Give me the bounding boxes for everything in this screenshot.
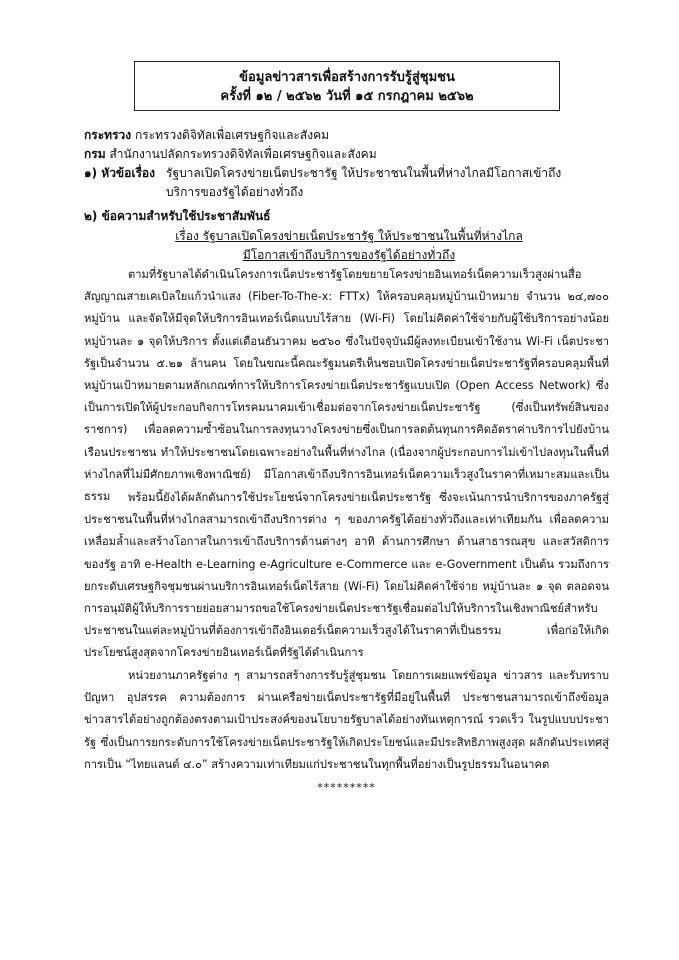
ministry-value: กระทรวงดิจิทัลเพื่อเศรษฐกิจและสังคม [134,128,329,142]
department-label: กรม [84,147,106,161]
story-title-line2: มีโอกาสเข้าถึงบริการของรัฐได้อย่างทั่วถึง [242,248,456,262]
topic-text: รัฐบาลเปิดโครงข่ายเน็ตประชารัฐ ให้ประชาชนในพื้นที่ห่างไกลมีโอกาสเข้าถึงบริการของรัฐได้อย่างทั่วถึง [166,166,562,199]
end-mark: ********* [317,781,376,794]
body-paragraph-3: หน่วยงานภาครัฐต่าง ๆ สามารถสร้างการรับรู้สู่ชุมชน โดยการเผยแพร่ข้อมูล ข่าวสาร และรับทราบปัญหา อุปสรรค ความต้องการ ผ่านเครือข่ายเน็ตประชารัฐที่มีอยู่ในพื้นที่ ประชาชนสามารถเข้าถึงข้อมูลข่าวสารได้อย่างถูกต้องตรงตามเป้าประสงค์ของนโยบายรัฐบาลได้อย่างทันเหตุการณ์ รวดเร็ว ในรูปแบบประชารัฐ ซึ่งเป็นการยกระดับการใช้โครงข่ายเน็ตประชารัฐให้เกิดประโยชน์และมีประสิทธิภาพสูงสุด ผลักดันประเทศสู่การเป็น “ไทยแลนด์ ๔.๐” สร้างความเท่าเทียมแก่ประชาชนในทุกพื้นที่อย่างเป็นรูปธรรมในอนาคต [84,669,609,771]
ministry-line [84,126,329,144]
body-paragraph-2: พร้อมนี้ยังได้ผลักดันการใช้ประโยชน์จากโครงข่ายเน็ตประชารัฐ ซึ่งจะเน้นการนำบริการของภาครัฐสู่ประชาชนในพื้นที่ห่างไกลสามารถเข้าถึงบริการต่าง ๆ ของภาครัฐได้อย่างทั่วถึงและเท่าเทียมกัน เพื่อลดความเหลื่อมล้ำและสร้างโอกาสในการเข้าถึงบริการด้านต่างๆ อาทิ ด้านการศึกษา ด้านสาธารณสุข และสวัสดิการของรัฐ อาทิ e-Health e-Learning e-Agriculture e-Commerce และ e-Government เป็นต้น รวมถึงการยกระดับเศรษฐกิจชุมชนผ่านบริการอินเทอร์เน็ตไร้สาย (Wi-Fi) โดยไม่คิดค่าใช้จ่าย หมู่บ้านละ ๑ จุด ตลอดจนการอนุมัติผู้ให้บริการรายย่อยสามารถขอใช้โครงข่ายเน็ตประชารัฐเชื่อมต่อไปให้บริการในเชิงพาณิชย์สำหรับประชาชนในแต่ละหมู่บ้านที่ต้องการเข้าถึงอินเตอร์เน็ตความเร็วสูงได้ในราคาที่เป็นธรรม เพื่อก่อให้เกิดประโยชน์สูงสุดจากโครงข่ายอินเทอร์เน็ตที่รัฐได้ดำเนินการ [84,491,609,660]
story-title-line1: เรื่อง รัฐบาลเปิดโครงข่ายเน็ตประชารัฐ ให้ประชาชนในพื้นที่ห่างไกล [175,229,523,243]
header-box [134,61,560,111]
section2-label: ๒) ข้อความสำหรับใช้ประชาสัมพันธ์ [84,209,271,223]
department-value: สำนักงานปลัดกระทรวงดิจิทัลเพื่อเศรษฐกิจและสังคม [109,147,377,161]
body-paragraph-1: ตามที่รัฐบาลได้ดำเนินโครงการเน็ตประชารัฐโดยขยายโครงข่ายอินเทอร์เน็ตความเร็วสูงผ่านสื่อสัญญาณสายเคเบิลใยแก้วนำแสง (Fiber-To-The-x: FTTx) ให้ครอบคลุมหมู่บ้านเป้าหมาย จำนวน ๒๔,๗๐๐ หมู่บ้าน และจัดให้มีจุดให้บริการอินเทอร์เน็ตแบบไร้สาย (Wi-Fi) โดยไม่คิดค่าใช้จ่ายกับผู้ใช้บริการอย่างน้อยหมู่บ้านละ ๑ จุดให้บริการ ตั้งแต่เดือนธันวาคม ๒๕๖๐ ซึ่งในปัจจุบันมีผู้ลงทะเบียนเข้าใช้งาน Wi-Fi เน็ตประชารัฐเป็นจำนวน ๕.๒๑ ล้านคน โดยในขณะนี้คณะรัฐมนตรีเห็นชอบเปิดโครงข่ายเน็ตประชารัฐที่ครอบคลุมพื้นที่หมู่บ้านเป้าหมายตามหลักเกณฑ์การให้บริการโครงข่ายเน็ตประชารัฐแบบเปิด (Open Access Network) ซึ่งเป็นการเปิดให้ผู้ประกอบกิจการโทรคมนาคมเข้าเชื่อมต่อจากโครงข่ายเน็ตประชารัฐ (ซึ่งเป็นทรัพย์สินของราชการ) เพื่อลดความซ้ำซ้อนในการลงทุนวางโครงข่ายซึ่งเป็นการลดต้นทุนการคิดอัตราค่าบริการไปยังบ้านเรือนประชาชน ทำให้ประชาชนโดยเฉพาะอย่างในพื้นที่ห่างไกล (เนื่องจากผู้ประกอบการไม่เข้าไปลงทุนในพื้นที่ห่างไกลที่ไม่มีศักยภาพเชิงพาณิชย์) มีโอกาสเข้าถึงบริการอินเทอร์เน็ตความเร็วสูงในราคาที่เหมาะสมและเป็นธรรม [84,268,609,504]
ministry-label: กระทรวง [84,128,132,142]
department-line [84,145,377,163]
header-title: ข้อมูลข่าวสารเพื่อสร้างการรับรู้สู่ชุมชน [239,70,455,85]
topic-label: ๑) หัวข้อเรื่อง [84,166,155,180]
header-issue-date: ครั้งที่ ๑๒ / ๒๕๖๒ วันที่ ๑๕ กรกฎาคม ๒๕๖๒ [220,89,474,104]
